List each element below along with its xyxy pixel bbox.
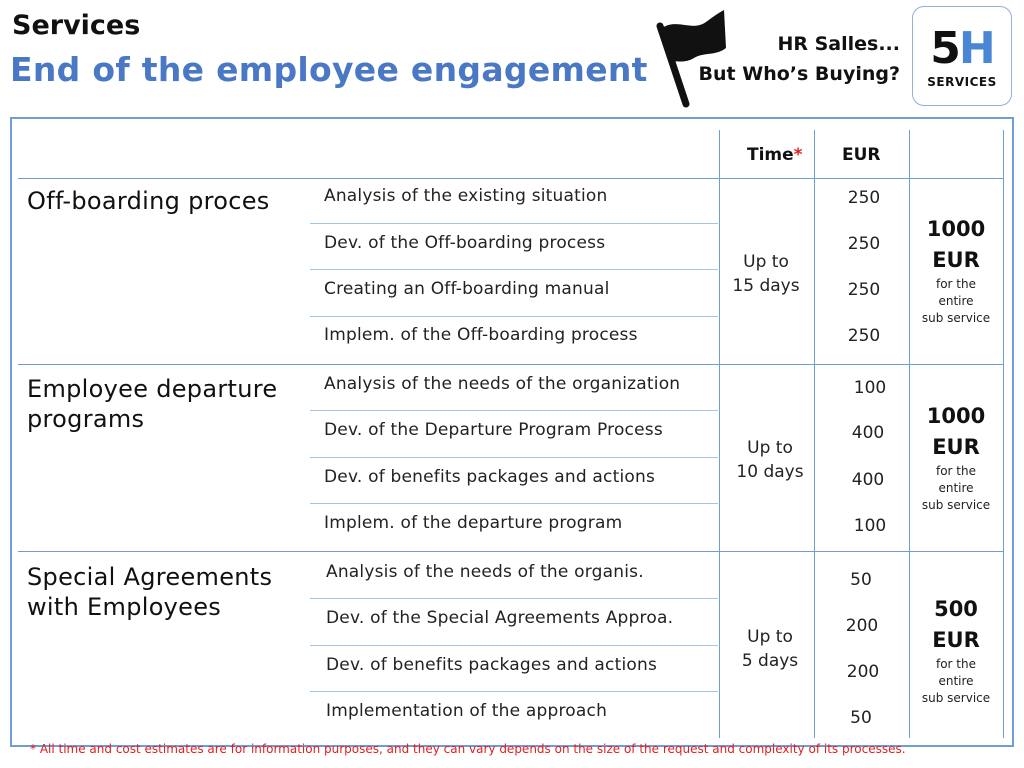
subservice-total: 500 EUR for the entire sub service (921, 597, 991, 705)
task-label: Dev. of benefits packages and actions (324, 467, 656, 487)
logo-digit: 5 (930, 23, 959, 74)
task-label: Dev. of the Off-boarding process (324, 233, 606, 253)
task-price: 250 (847, 188, 881, 208)
task-price: 250 (847, 234, 881, 254)
row-divider (310, 457, 718, 458)
col-header-eur: EUR (842, 145, 881, 165)
task-label: Analysis of the existing situation (324, 186, 608, 206)
row-divider (310, 269, 718, 270)
disclaimer-footnote: * All time and cost estimates are for information purposes, and they can vary depends on the size of the request and complexity of its processes. (30, 742, 906, 756)
subservice-total: 1000 EUR for the entire sub service (921, 404, 991, 512)
section-label: Services (12, 10, 141, 41)
task-label: Analysis of the needs of the organization (324, 374, 681, 394)
logo-mark (913, 23, 1011, 74)
row-divider (310, 503, 718, 504)
task-label: Implementation of the approach (326, 701, 608, 721)
task-label: Dev. of benefits packages and actions (326, 655, 658, 675)
task-label: Dev. of the Departure Program Process (324, 420, 663, 440)
row-divider (310, 410, 718, 411)
header-divider (18, 178, 1004, 179)
logo-letter: H (958, 23, 994, 74)
row-divider (310, 598, 718, 599)
group-divider-1 (18, 364, 1004, 365)
service-name: Special Agreements with Employees (27, 563, 273, 621)
logo-subtitle: SERVICES (927, 75, 997, 89)
task-price: 100 (853, 516, 887, 536)
row-divider (310, 316, 718, 317)
row-divider (310, 645, 718, 646)
task-price: 400 (851, 470, 885, 490)
column-divider (1003, 130, 1004, 738)
time-estimate: Up to 15 days (732, 252, 800, 296)
service-name: Off-boarding proces (27, 187, 270, 215)
task-label: Analysis of the needs of the organis. (326, 562, 644, 582)
page-title: End of the employee engagement (10, 50, 648, 89)
row-divider (310, 691, 718, 692)
time-estimate: Up to 10 days (736, 438, 804, 482)
time-estimate: Up to 5 days (741, 627, 799, 671)
task-price: 200 (845, 616, 879, 636)
service-name: Employee departure programs (27, 375, 278, 433)
task-label: Dev. of the Special Agreements Approa. (326, 608, 674, 628)
group-divider-2 (18, 551, 1004, 552)
task-label: Creating an Off-boarding manual (324, 279, 610, 299)
company-logo (912, 6, 1012, 106)
task-price: 200 (846, 662, 880, 682)
flag-icon (654, 4, 730, 108)
task-price: 400 (851, 423, 885, 443)
tagline-line1: HR Salles... (777, 33, 900, 55)
task-price: 250 (847, 326, 881, 346)
task-price: 250 (847, 280, 881, 300)
task-label: Implem. of the Off-boarding process (324, 325, 638, 345)
subservice-total: 1000 EUR for the entire sub service (921, 217, 991, 325)
col-header-time: Time* (747, 145, 803, 165)
task-price: 50 (850, 570, 872, 590)
task-price: 50 (850, 708, 872, 728)
task-label: Implem. of the departure program (324, 513, 623, 533)
tagline-line2: But Who’s Buying? (698, 63, 900, 85)
task-price: 100 (853, 378, 887, 398)
row-divider (310, 223, 718, 224)
column-divider (719, 130, 720, 738)
